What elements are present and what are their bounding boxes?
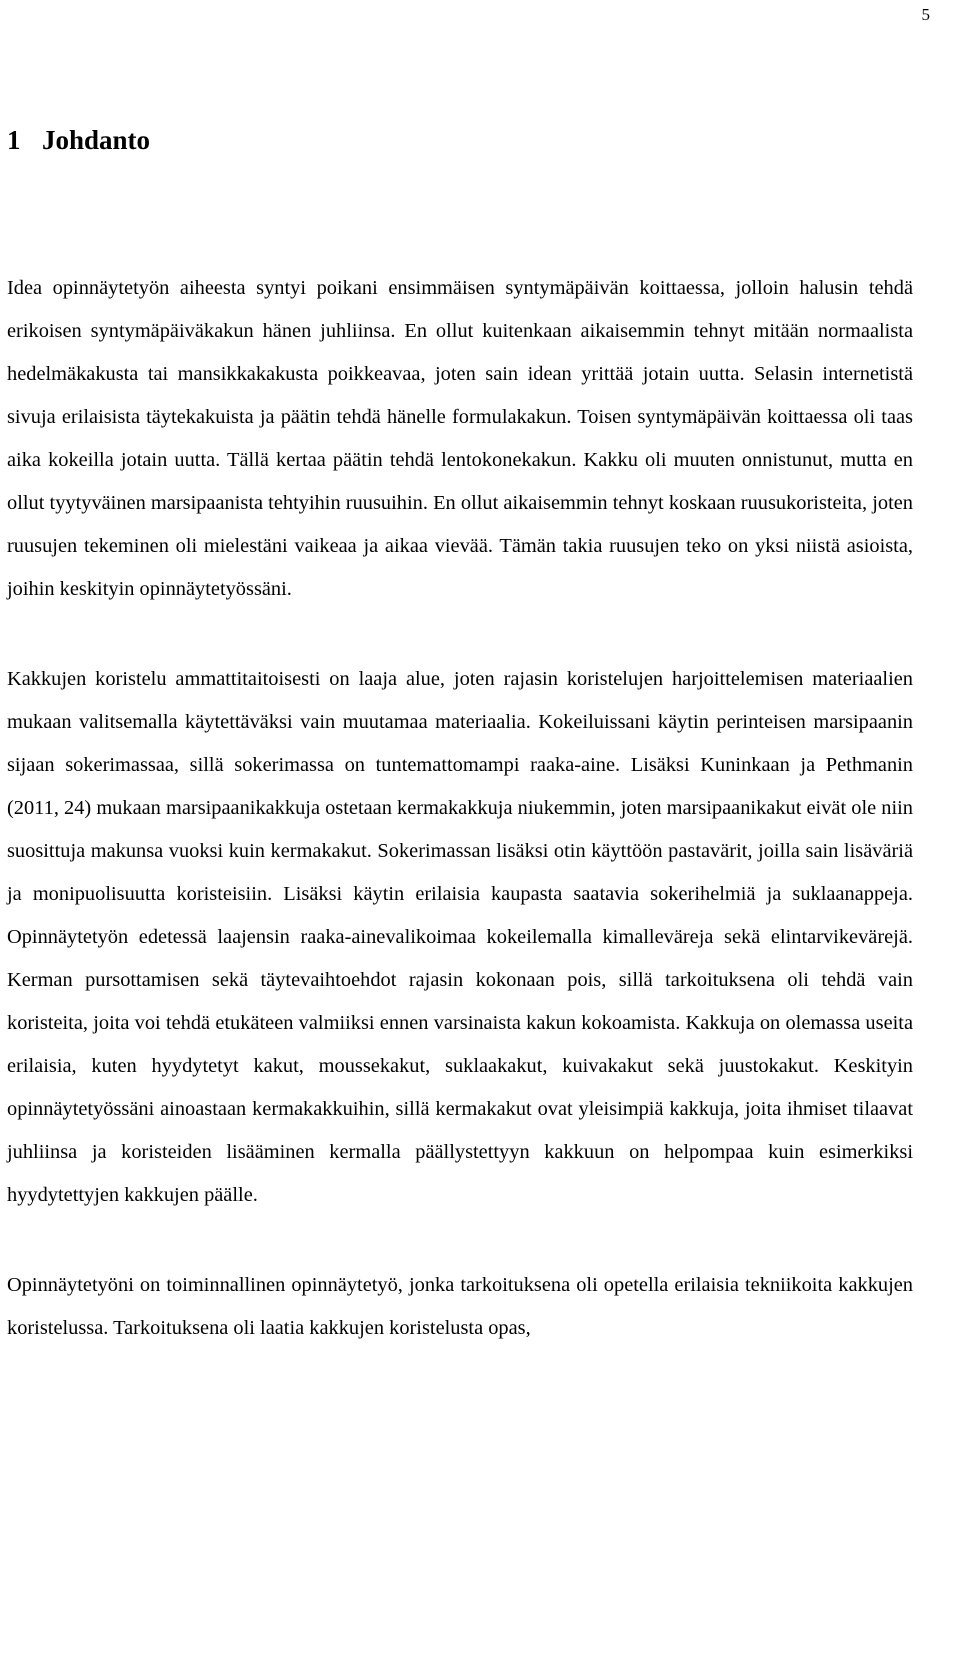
paragraph-1: Idea opinnäytetyön aiheesta syntyi poikani ensimmäisen syntymäpäivän koittaessa, jolloin halusin tehdä erikoisen syntymäpäiväkakun hänen juhliinsa. En ollut kuitenkaan aikaisemmin tehnyt mitään normaalista hedelmäkakusta tai mansikkakakusta poikkeavaa, joten sain idean yrittää jotain uutta. Selasin internetistä sivuja erilaisista täytekakuista ja päätin tehdä hänelle formulakakun. Toisen syntymäpäivän koittaessa oli taas aika kokeilla jotain uutta. Tällä kertaa päätin tehdä lentokonekakun. Kakku oli muuten onnistunut, mutta en ollut tyytyväinen marsipaanista tehtyihin ruusuihin. En ollut aikaisemmin tehnyt koskaan ruusukoristeita, joten ruusujen tekeminen oli mielestäni vaikeaa ja aikaa vievää. Tämän takia ruusujen teko on yksi niistä asioista, joihin keskityin opinnäytetyössäni. [7, 277, 913, 600]
paragraph-3: Opinnäytetyöni on toiminnallinen opinnäytetyö, jonka tarkoituksena oli opetella erilaisia tekniikoita kakkujen koristelussa. Tarkoituksena oli laatia kakkujen koristelusta opas, [7, 1274, 913, 1339]
paragraph-2: Kakkujen koristelu ammattitaitoisesti on laaja alue, joten rajasin koristelujen harjoittelemisen materiaalien mukaan valitsemalla käytettäväksi vain muutamaa materiaalia. Kokeiluissani käytin perinteisen marsipaanin sijaan sokerimassaa, sillä sokerimassa on tuntemattomampi raaka-aine. Lisäksi Kuninkaan ja Pethmanin (2011, 24) mukaan marsipaanikakkuja ostetaan kermakakkuja niukemmin, joten marsipaanikakut eivät ole niin suosittuja makunsa vuoksi kuin kermakakut. Sokerimassan lisäksi otin käyttöön pastavärit, joilla sain lisäväriä ja monipuolisuutta koristeisiin. Lisäksi käytin erilaisia kaupasta saatavia sokerihelmiä ja suklaanappeja. Opinnäytetyön edetessä laajensin raaka-ainevalikoimaa kokeilemalla kimalleväreja sekä elintarvikevärejä. Kerman pursottamisen sekä täytevaihtoehdot rajasin kokonaan pois, sillä tarkoituksena oli tehdä vain koristeita, joita voi tehdä etukäteen valmiiksi ennen varsinaista kakun kokoamista. Kakkuja on olemassa useita erilaisia, kuten hyydytetyt kakut, moussekakut, suklaakakut, kuivakakut sekä juustokakut. Keskityin opinnäytetyössäni ainoastaan kermakakkuihin, sillä kermakakut ovat yleisimpiä kakkuja, joita ihmiset tilaavat juhliinsa ja koristeiden lisääminen kermalla päällystettyyn kakkuun on helpompaa kuin esimerkiksi hyydytettyjen kakkujen päälle. [7, 668, 913, 1206]
chapter-heading [7, 124, 150, 156]
page-number: 5 [921, 5, 930, 24]
body-text [7, 270, 913, 1397]
chapter-number: 1 [7, 125, 21, 155]
chapter-title: Johdanto [42, 125, 151, 155]
